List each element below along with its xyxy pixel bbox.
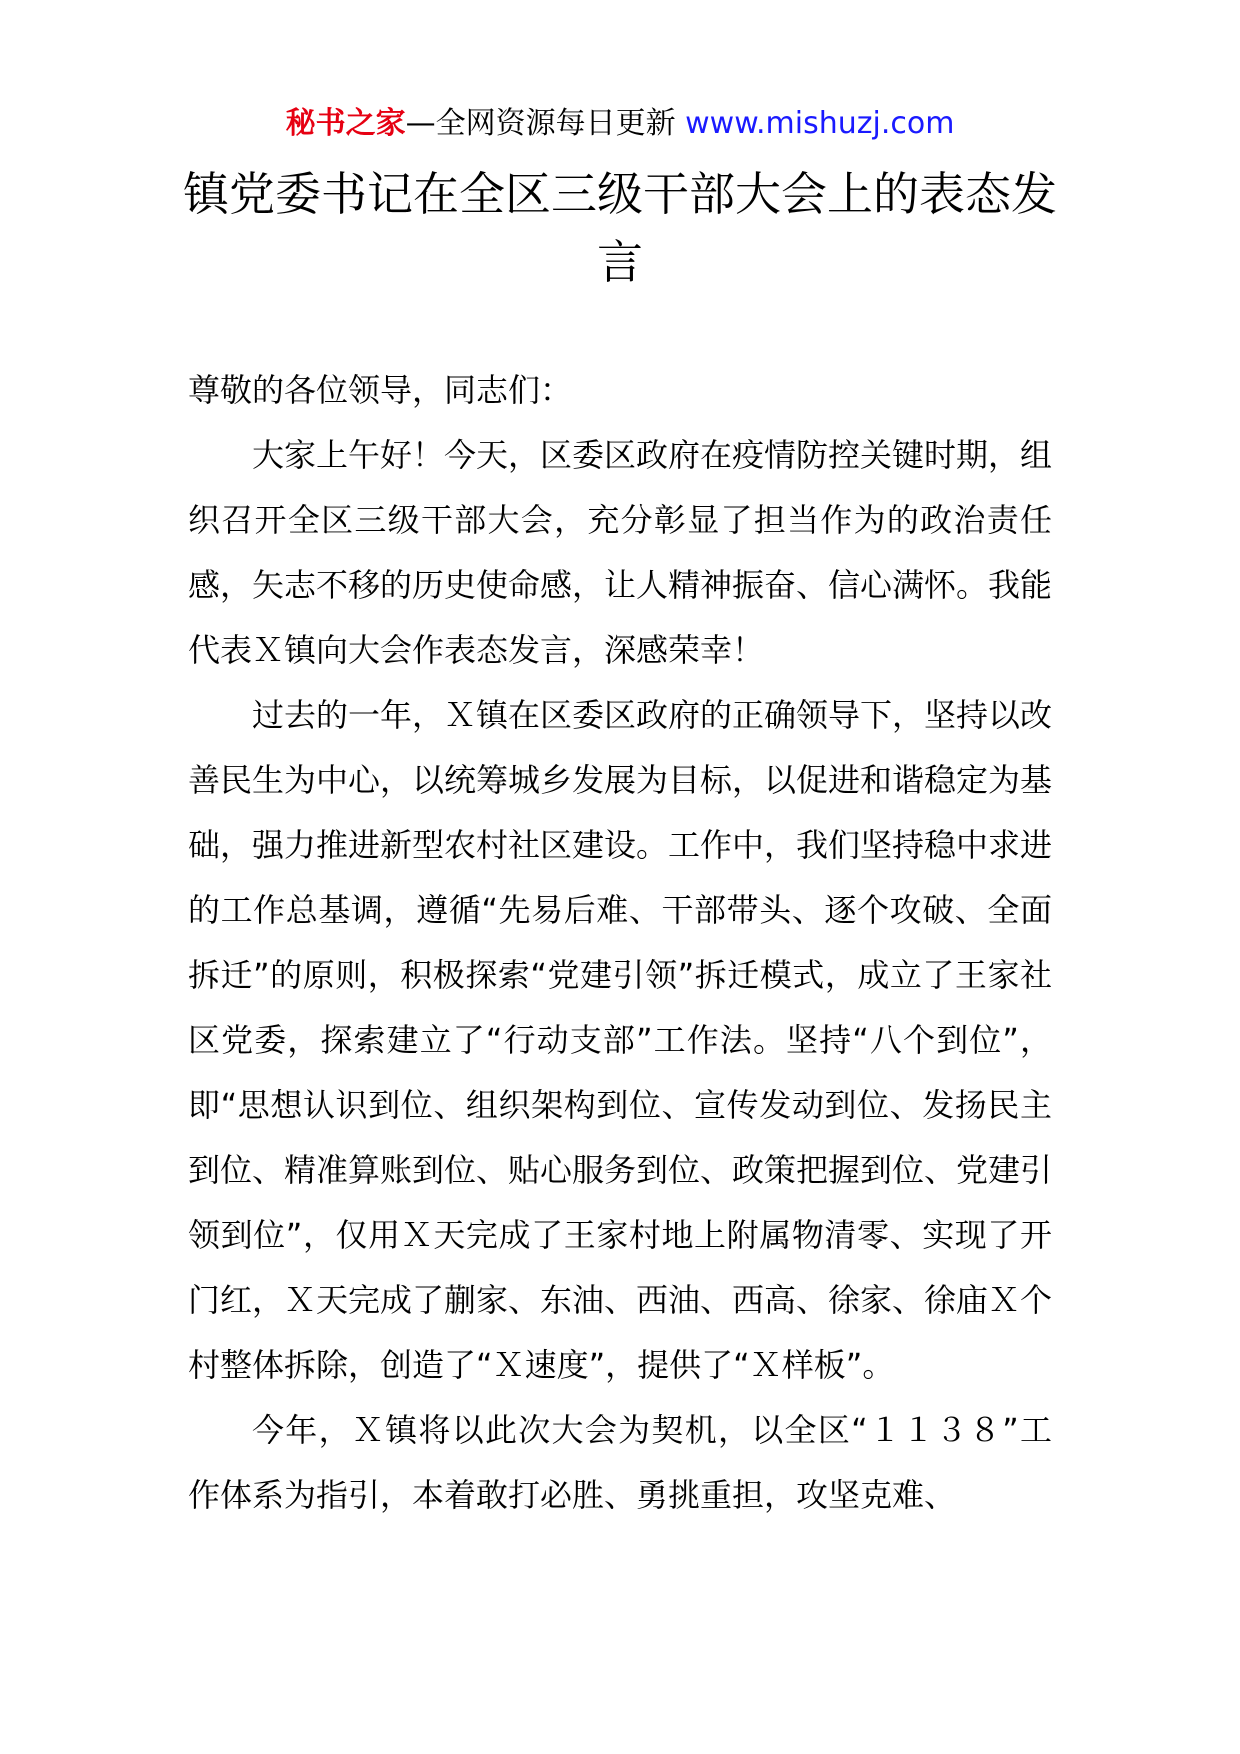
salutation: 尊敬的各位领导，同志们： [188,371,573,409]
paragraph: 大家上午好！今天，区委区政府在疫情防控关键时期，组织召开全区三级干部大会，充分彰显了担当作为的政治责任感，矢志不移的历史使命感，让人精神振奋、信心满怀。我能代表Ｘ镇向大会作表态发言，深感荣幸！ [188,436,1053,669]
paragraph: 过去的一年，Ｘ镇在区委区政府的正确领导下，坚持以改善民生为中心，以统筹城乡发展为目标，以促进和谐稳定为基础，强力推进新型农村社区建设。工作中，我们坚持稳中求进的工作总基调，遵循“先易后难、干部带头、逐个攻破、全面拆迁”的原则，积极探索“党建引领”拆迁模式，成立了王家社区党委，探索建立了“行动支部”工作法。坚持“八个到位”，即“思想认识到位、组织架构到位、宣传发动到位、发扬民主到位、精准算账到位、贴心服务到位、政策把握到位、党建引领到位”，仅用Ｘ天完成了王家村地上附属物清零、实现了开门红，Ｘ天完成了蒯家、东油、西油、西高、徐家、徐庙Ｘ个村整体拆除，创造了“Ｘ速度”，提供了“Ｘ样板”。 [188,696,1053,1384]
paragraph: 今年，Ｘ镇将以此次大会为契机，以全区“１１３８”工作体系为指引，本着敢打必胜、勇挑重担，攻坚克难、 [188,1411,1052,1514]
site-tagline: —全网资源每日更新 [405,106,676,141]
document-title: 镇党委书记在全区三级干部大会上的表态发言 [183,167,1057,289]
document-body [188,358,1052,1528]
site-brand: 秘书之家 [285,106,406,141]
site-url-link[interactable]: www.mishuzj.com [685,106,955,141]
site-header [0,100,1240,148]
